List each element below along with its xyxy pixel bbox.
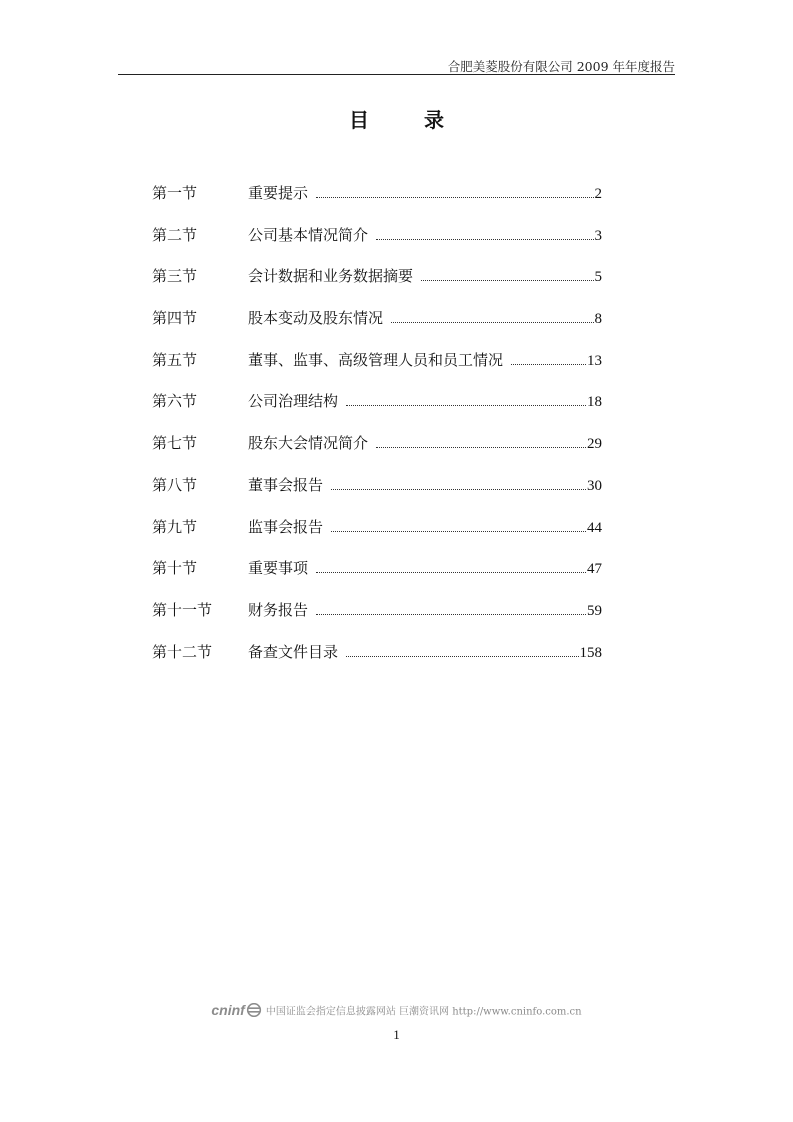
toc-page-number: 47 bbox=[587, 561, 602, 578]
toc-page-number: 44 bbox=[587, 519, 602, 536]
toc-entry[interactable] bbox=[152, 641, 602, 683]
toc-leader-dots bbox=[421, 280, 593, 281]
toc-page-number: 18 bbox=[587, 394, 602, 411]
toc-entry[interactable] bbox=[152, 265, 602, 307]
toc-leader-dots bbox=[316, 197, 593, 198]
toc-page-number: 30 bbox=[587, 477, 602, 494]
toc-section-number: 第八节 bbox=[152, 475, 198, 494]
page-number: 1 bbox=[393, 1027, 400, 1042]
toc-entry[interactable] bbox=[152, 516, 602, 558]
toc-page-number: 8 bbox=[594, 311, 602, 328]
toc-section-number: 第三节 bbox=[152, 267, 198, 286]
toc-section-number: 第十节 bbox=[152, 559, 198, 578]
toc-section-title: 公司基本情况简介 bbox=[248, 225, 369, 244]
toc-section-number: 第五节 bbox=[152, 350, 198, 369]
report-header: 合肥美菱股份有限公司 2009 年年度报告 bbox=[447, 59, 675, 74]
toc-section-title: 股东大会情况简介 bbox=[248, 434, 369, 453]
toc-leader-dots bbox=[376, 239, 593, 240]
toc-section-title: 董事、监事、高级管理人员和员工情况 bbox=[248, 350, 504, 369]
toc-entry[interactable] bbox=[152, 182, 602, 224]
toc-section-title: 重要事项 bbox=[248, 559, 309, 578]
toc-entry[interactable] bbox=[152, 224, 602, 266]
toc-entry[interactable] bbox=[152, 307, 602, 349]
toc-page-number: 3 bbox=[594, 227, 602, 244]
toc-page-number: 29 bbox=[587, 436, 602, 453]
toc-section-title: 重要提示 bbox=[248, 184, 309, 202]
toc-page-number: 59 bbox=[587, 602, 602, 619]
toc-section-number: 第十一节 bbox=[152, 600, 213, 619]
toc-page-number: 2 bbox=[594, 186, 602, 202]
cninfo-logo: cninf bbox=[211, 1002, 245, 1018]
toc-leader-dots bbox=[331, 489, 586, 490]
toc-leader-dots bbox=[391, 322, 593, 323]
toc-page-number: 158 bbox=[579, 644, 602, 661]
toc-page-number: 5 bbox=[594, 269, 602, 286]
toc-leader-dots bbox=[511, 364, 586, 365]
toc-entry[interactable] bbox=[152, 474, 602, 516]
toc-section-number: 第十二节 bbox=[152, 642, 213, 661]
toc-section-title: 监事会报告 bbox=[248, 517, 324, 536]
page-footer bbox=[0, 1002, 793, 1018]
footer-site-text: 中国证监会指定信息披露网站 巨潮资讯网 http://www.cninfo.com.cn bbox=[265, 1006, 582, 1018]
toc-section-title: 备查文件目录 bbox=[248, 642, 339, 661]
toc-entry[interactable] bbox=[152, 390, 602, 432]
table-of-contents bbox=[152, 182, 602, 682]
toc-section-title: 股本变动及股东情况 bbox=[248, 309, 384, 328]
toc-section-number: 第六节 bbox=[152, 392, 198, 411]
toc-section-number: 第九节 bbox=[152, 517, 198, 536]
toc-leader-dots bbox=[376, 447, 586, 448]
toc-entry[interactable] bbox=[152, 599, 602, 641]
toc-section-number: 第四节 bbox=[152, 309, 198, 328]
toc-entry[interactable] bbox=[152, 349, 602, 391]
toc-section-number: 第七节 bbox=[152, 434, 198, 453]
toc-leader-dots bbox=[331, 531, 586, 532]
page-title: 目 录 bbox=[349, 108, 468, 132]
toc-section-title: 公司治理结构 bbox=[248, 392, 339, 411]
toc-leader-dots bbox=[346, 405, 586, 406]
toc-leader-dots bbox=[316, 572, 586, 573]
toc-section-number: 第一节 bbox=[152, 184, 198, 202]
header-rule bbox=[118, 74, 675, 75]
cninfo-logo-icon bbox=[246, 1003, 262, 1017]
toc-entry[interactable] bbox=[152, 432, 602, 474]
toc-section-title: 财务报告 bbox=[248, 600, 309, 619]
toc-section-number: 第二节 bbox=[152, 225, 198, 244]
toc-leader-dots bbox=[316, 614, 586, 615]
toc-entry[interactable] bbox=[152, 557, 602, 599]
toc-leader-dots bbox=[346, 656, 578, 657]
toc-section-title: 董事会报告 bbox=[248, 475, 324, 494]
toc-section-title: 会计数据和业务数据摘要 bbox=[248, 267, 414, 286]
toc-page-number: 13 bbox=[587, 352, 602, 369]
